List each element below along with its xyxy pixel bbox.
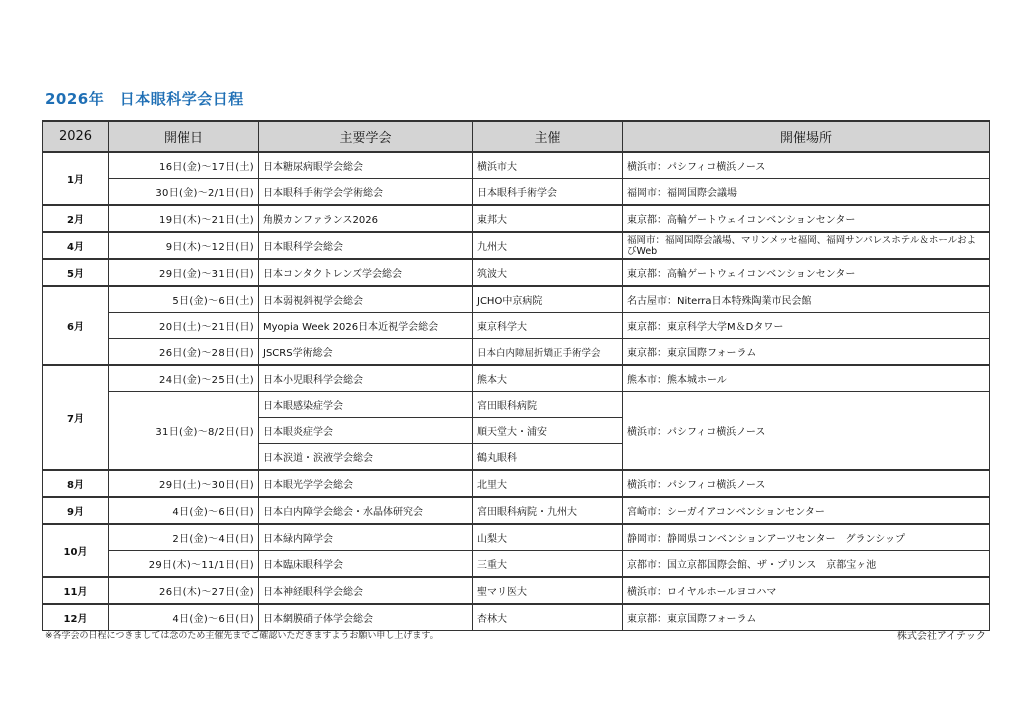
society-cell: 日本臨床眼科学会 xyxy=(259,551,473,578)
date-cell: 2日(金)～4日(日) xyxy=(109,524,259,551)
host-cell: 宮田眼科病院 xyxy=(473,392,623,418)
society-cell: 日本糖尿病眼学会総会 xyxy=(259,152,473,179)
society-cell: 日本眼炎症学会 xyxy=(259,418,473,444)
host-cell: 北里大 xyxy=(473,470,623,497)
table-row xyxy=(43,259,990,286)
venue-cell: 福岡市：福岡国際会議場 xyxy=(623,179,990,206)
society-cell: JSCRS学術総会 xyxy=(259,339,473,366)
month-cell: 9月 xyxy=(43,497,109,524)
date-cell: 5日(金)～6日(土) xyxy=(109,286,259,313)
society-cell: 角膜カンファランス2026 xyxy=(259,205,473,232)
date-cell: 26日(木)～27日(金) xyxy=(109,577,259,604)
header-dates: 開催日 xyxy=(109,121,259,152)
date-cell: 24日(金)～25日(土) xyxy=(109,365,259,392)
society-cell: 日本涙道・涙液学会総会 xyxy=(259,444,473,471)
month-cell: 1月 xyxy=(43,152,109,205)
host-cell: 熊本大 xyxy=(473,365,623,392)
host-cell: 鶴丸眼科 xyxy=(473,444,623,471)
date-cell: 9日(木)～12日(日) xyxy=(109,232,259,259)
society-cell: 日本眼光学学会総会 xyxy=(259,470,473,497)
venue-cell: 京都市：国立京都国際会館、ザ・プリンス 京都宝ヶ池 xyxy=(623,551,990,578)
host-cell: 東邦大 xyxy=(473,205,623,232)
society-cell: 日本小児眼科学会総会 xyxy=(259,365,473,392)
table-header-row xyxy=(43,121,990,152)
society-cell: 日本緑内障学会 xyxy=(259,524,473,551)
society-cell: 日本眼科手術学会学術総会 xyxy=(259,179,473,206)
month-cell: 2月 xyxy=(43,205,109,232)
society-cell: 日本コンタクトレンズ学会総会 xyxy=(259,259,473,286)
society-cell: 日本神経眼科学会総会 xyxy=(259,577,473,604)
header-venue: 開催場所 xyxy=(623,121,990,152)
host-cell: 山梨大 xyxy=(473,524,623,551)
society-cell: 日本白内障学会総会・水晶体研究会 xyxy=(259,497,473,524)
table-row xyxy=(43,179,990,206)
venue-cell: 宮崎市：シーガイアコンベンションセンター xyxy=(623,497,990,524)
host-cell: 九州大 xyxy=(473,232,623,259)
host-cell: 横浜市大 xyxy=(473,152,623,179)
date-cell: 4日(金)～6日(日) xyxy=(109,604,259,631)
venue-cell: 東京都：東京国際フォーラム xyxy=(623,604,990,631)
month-cell: 7月 xyxy=(43,365,109,470)
host-cell: 三重大 xyxy=(473,551,623,578)
venue-cell: 東京都：高輪ゲートウェイコンベンションセンター xyxy=(623,259,990,286)
venue-cell: 熊本市：熊本城ホール xyxy=(623,365,990,392)
host-cell: 宮田眼科病院・九州大 xyxy=(473,497,623,524)
month-cell: 4月 xyxy=(43,232,109,259)
society-cell: 日本眼感染症学会 xyxy=(259,392,473,418)
table-row xyxy=(43,152,990,179)
date-cell: 4日(金)～6日(日) xyxy=(109,497,259,524)
month-cell: 6月 xyxy=(43,286,109,365)
date-cell: 19日(木)～21日(土) xyxy=(109,205,259,232)
venue-cell: 東京都：東京国際フォーラム xyxy=(623,339,990,366)
society-cell: Myopia Week 2026日本近視学会総会 xyxy=(259,313,473,339)
host-cell: 日本白内障屈折矯正手術学会 xyxy=(473,339,623,366)
month-cell: 11月 xyxy=(43,577,109,604)
venue-cell: 静岡市：静岡県コンベンションアーツセンター グランシップ xyxy=(623,524,990,551)
date-cell: 29日(金)～31日(日) xyxy=(109,259,259,286)
table-row xyxy=(43,205,990,232)
society-cell: 日本眼科学会総会 xyxy=(259,232,473,259)
venue-cell: 東京都：東京科学大学M＆Dタワー xyxy=(623,313,990,339)
date-cell: 29日(土)～30日(日) xyxy=(109,470,259,497)
venue-cell: 横浜市：パシフィコ横浜ノース xyxy=(623,152,990,179)
host-cell: 東京科学大 xyxy=(473,313,623,339)
table-row xyxy=(43,470,990,497)
table-row xyxy=(43,577,990,604)
venue-cell: 福岡市：福岡国際会議場、マリンメッセ福岡、福岡サンパレスホテル＆ホールおよびWeb xyxy=(623,232,990,259)
venue-cell: 横浜市：パシフィコ横浜ノース xyxy=(623,470,990,497)
table-row xyxy=(43,232,990,259)
host-cell: JCHO中京病院 xyxy=(473,286,623,313)
table-row xyxy=(43,286,990,313)
venue-cell: 横浜市：パシフィコ横浜ノース xyxy=(623,392,990,471)
society-cell: 日本網膜硝子体学会総会 xyxy=(259,604,473,631)
table-row xyxy=(43,365,990,392)
date-cell: 16日(金)～17日(土) xyxy=(109,152,259,179)
venue-cell: 東京都：高輪ゲートウェイコンベンションセンター xyxy=(623,205,990,232)
table-row xyxy=(43,551,990,578)
society-cell: 日本弱視斜視学会総会 xyxy=(259,286,473,313)
host-cell: 順天堂大・浦安 xyxy=(473,418,623,444)
month-cell: 12月 xyxy=(43,604,109,631)
header-host: 主催 xyxy=(473,121,623,152)
month-cell: 5月 xyxy=(43,259,109,286)
host-cell: 日本眼科手術学会 xyxy=(473,179,623,206)
host-cell: 筑波大 xyxy=(473,259,623,286)
month-cell: 10月 xyxy=(43,524,109,577)
page-title: 2026年 日本眼科学会日程 xyxy=(45,90,244,108)
venue-cell: 横浜市：ロイヤルホールヨコハマ xyxy=(623,577,990,604)
venue-cell: 名古屋市：Niterra日本特殊陶業市民会館 xyxy=(623,286,990,313)
company-name: 株式会社アイテック xyxy=(896,631,986,642)
date-cell: 20日(土)～21日(日) xyxy=(109,313,259,339)
footnote: ※各学会の日程につきましては念のため主催先までご確認いただきますようお願い申し上げます。 xyxy=(45,631,439,641)
date-cell: 31日(金)～8/2日(日) xyxy=(109,392,259,471)
host-cell: 聖マリ医大 xyxy=(473,577,623,604)
table-row xyxy=(43,604,990,631)
schedule-table xyxy=(42,120,990,631)
header-year: 2026 xyxy=(43,121,109,152)
host-cell: 杏林大 xyxy=(473,604,623,631)
table-row xyxy=(43,313,990,339)
table-row xyxy=(43,339,990,366)
date-cell: 29日(木)～11/1日(日) xyxy=(109,551,259,578)
table-row xyxy=(43,497,990,524)
date-cell: 26日(金)～28日(日) xyxy=(109,339,259,366)
table-row xyxy=(43,392,990,418)
header-society: 主要学会 xyxy=(259,121,473,152)
month-cell: 8月 xyxy=(43,470,109,497)
table-row xyxy=(43,524,990,551)
date-cell: 30日(金)～2/1日(日) xyxy=(109,179,259,206)
